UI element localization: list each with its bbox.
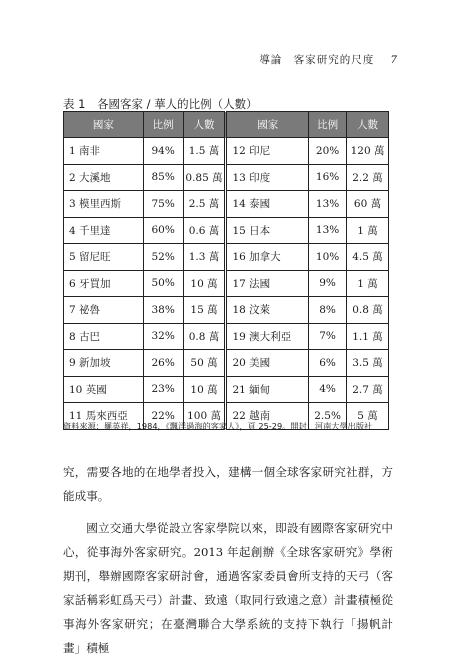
ratio-cell: 94% (143, 138, 183, 165)
paragraph: 國立交通大學從設立客家學院以來，即設有國際客家研究中心，從事海外客家研究。2013 年起創辦《全球客家研究》學術期刊，舉辦國際客家研討會，通過客家委員會所支持的天弓（客家話稱彩虹爲天弓）計畫、致遠（取同行致遠之意）計畫積極從事海外客家研究；在臺灣聯合大學系統的支持下執行「揚帆計畫」積極 (63, 521, 393, 655)
country-cell: 5 留尼旺 (64, 244, 144, 271)
country-cell: 2 大溪地 (64, 164, 144, 191)
col-header-country: 國家 (64, 112, 144, 138)
table-row (64, 244, 389, 271)
country-cell: 22 越南 (226, 403, 309, 430)
population-cell: 1.1 萬 (347, 323, 389, 350)
ratio-cell: 2.5% (309, 403, 347, 430)
country-cell: 7 祕魯 (64, 297, 144, 324)
country-cell: 1 南非 (64, 138, 144, 165)
table-row (64, 323, 389, 350)
population-cell: 2.5 萬 (183, 191, 226, 218)
population-cell: 120 萬 (347, 138, 389, 165)
table-row (64, 270, 389, 297)
population-cell: 10 萬 (183, 376, 226, 403)
table-row (64, 164, 389, 191)
running-header (259, 52, 398, 67)
population-cell: 3.5 萬 (347, 350, 389, 377)
paragraph: 究，需要各地的在地學者投入，建構一個全球客家研究社群，方能成事。 (63, 465, 393, 503)
page-number: 7 (390, 54, 398, 66)
population-cell: 1.5 萬 (183, 138, 226, 165)
population-cell: 0.8 萬 (183, 323, 226, 350)
population-cell: 10 萬 (183, 270, 226, 297)
country-cell: 9 新加坡 (64, 350, 144, 377)
country-cell: 12 印尼 (226, 138, 309, 165)
population-cell: 5 萬 (347, 403, 389, 430)
population-cell: 4.5 萬 (347, 244, 389, 271)
ratio-cell: 26% (143, 350, 183, 377)
ratio-cell: 75% (143, 191, 183, 218)
population-cell: 0.85 萬 (183, 164, 226, 191)
country-cell: 11 馬來西亞 (64, 403, 144, 430)
population-cell: 15 萬 (183, 297, 226, 324)
ratio-cell: 10% (309, 244, 347, 271)
ratio-cell: 22% (143, 403, 183, 430)
country-cell: 21 緬甸 (226, 376, 309, 403)
table-row (64, 138, 389, 165)
population-cell: 100 萬 (183, 403, 226, 430)
population-cell: 60 萬 (347, 191, 389, 218)
population-cell: 1 萬 (347, 217, 389, 244)
table-row (64, 217, 389, 244)
table-row (64, 376, 389, 403)
ratio-cell: 85% (143, 164, 183, 191)
col-header-population: 人數 (183, 112, 226, 138)
col-header-ratio: 比例 (309, 112, 347, 138)
population-cell: 0.6 萬 (183, 217, 226, 244)
ratio-cell: 13% (309, 191, 347, 218)
hakka-ratio-table (63, 111, 389, 430)
ratio-cell: 38% (143, 297, 183, 324)
table-row (64, 297, 389, 324)
population-cell: 1.3 萬 (183, 244, 226, 271)
table-caption: 表 1 各國客家 / 華人的比例（人數） (63, 97, 258, 111)
table-row (64, 350, 389, 377)
ratio-cell: 52% (143, 244, 183, 271)
ratio-cell: 9% (309, 270, 347, 297)
ratio-cell: 23% (143, 376, 183, 403)
col-header-country: 國家 (226, 112, 309, 138)
ratio-cell: 20% (309, 138, 347, 165)
table-body (64, 138, 389, 430)
population-cell: 2.2 萬 (347, 164, 389, 191)
ratio-cell: 60% (143, 217, 183, 244)
country-cell: 16 加拿大 (226, 244, 309, 271)
country-cell: 10 英國 (64, 376, 144, 403)
country-cell: 13 印度 (226, 164, 309, 191)
population-cell: 2.7 萬 (347, 376, 389, 403)
ratio-cell: 7% (309, 323, 347, 350)
ratio-cell: 32% (143, 323, 183, 350)
population-cell: 0.8 萬 (347, 297, 389, 324)
population-cell: 1 萬 (347, 270, 389, 297)
country-cell: 4 千里達 (64, 217, 144, 244)
country-cell: 18 汶萊 (226, 297, 309, 324)
table-header-row (64, 112, 389, 138)
country-cell: 19 澳大利亞 (226, 323, 309, 350)
running-title: 導論 客家研究的尺度 (259, 54, 375, 66)
ratio-cell: 8% (309, 297, 347, 324)
country-cell: 8 古巴 (64, 323, 144, 350)
ratio-cell: 16% (309, 164, 347, 191)
ratio-cell: 13% (309, 217, 347, 244)
table-row (64, 191, 389, 218)
country-cell: 20 美國 (226, 350, 309, 377)
population-cell: 50 萬 (183, 350, 226, 377)
country-cell: 3 模里西斯 (64, 191, 144, 218)
ratio-cell: 6% (309, 350, 347, 377)
ratio-cell: 50% (143, 270, 183, 297)
country-cell: 17 法國 (226, 270, 309, 297)
country-cell: 14 泰國 (226, 191, 309, 218)
body-text (63, 460, 393, 660)
col-header-ratio: 比例 (143, 112, 183, 138)
col-header-population: 人數 (347, 112, 389, 138)
country-cell: 15 日本 (226, 217, 309, 244)
table-source-note: 資料來源：羅英祥，1984，《飄洋過海的客家人》，頁 25-29。開封：河南大學出版社 (63, 421, 373, 431)
ratio-cell: 4% (309, 376, 347, 403)
country-cell: 6 牙買加 (64, 270, 144, 297)
